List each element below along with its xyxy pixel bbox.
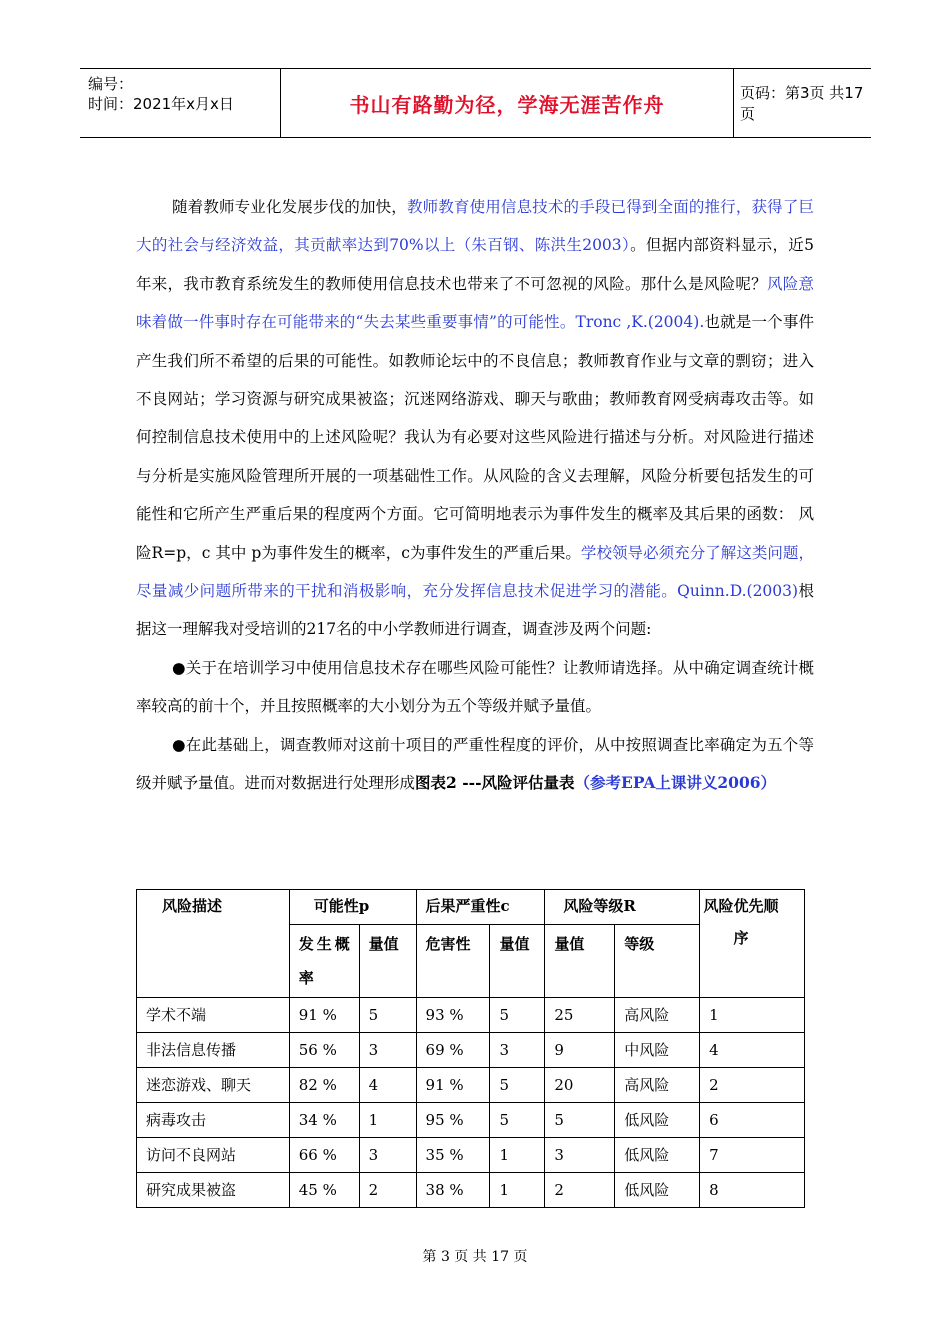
header-page-cell bbox=[734, 69, 871, 137]
cell-priority: 7 bbox=[700, 1138, 805, 1173]
cell-r-value: 2 bbox=[545, 1173, 615, 1208]
cell-frequency: 56 % bbox=[289, 1033, 359, 1068]
figure-reference: 图表2 ---风险评估量表 bbox=[415, 773, 575, 793]
paragraph-bullet-1: ●关于在培训学习中使用信息技术存在哪些风险可能性？让教师请选择。从中确定调查统计概率较高的前十个，并且按照概率的大小划分为五个等级并赋予量值。 bbox=[136, 658, 814, 716]
cell-p-value: 3 bbox=[359, 1138, 416, 1173]
cell-description: 非法信息传播 bbox=[137, 1033, 290, 1068]
cell-p-value: 5 bbox=[359, 998, 416, 1033]
table-row bbox=[137, 998, 805, 1033]
col-header-level: 等级 bbox=[615, 925, 700, 998]
cell-description: 病毒攻击 bbox=[137, 1103, 290, 1138]
text-run: 根据这一理解我对受培训的217名的中小学教师进行调查，调查涉及两个问题: bbox=[136, 582, 814, 639]
cell-priority: 2 bbox=[700, 1068, 805, 1103]
citation-run: 学校领导必须充分了解这类问题，尽量减少问题所带来的干扰和消极影响，充分发挥信息技术促进学习的潜能。Quinn.D.(2003) bbox=[136, 543, 814, 601]
cell-description: 学术不端 bbox=[137, 998, 290, 1033]
cell-p-value: 4 bbox=[359, 1068, 416, 1103]
doc-number-label: 编号： bbox=[88, 75, 134, 93]
col-header-priority: 风险优先顺序 bbox=[700, 890, 805, 998]
cell-harm: 95 % bbox=[416, 1103, 490, 1138]
cell-c-value: 5 bbox=[490, 1068, 545, 1103]
cell-level: 高风险 bbox=[615, 998, 700, 1033]
cell-description: 访问不良网站 bbox=[137, 1138, 290, 1173]
cell-c-value: 1 bbox=[490, 1138, 545, 1173]
col-header-r: 风险等级R bbox=[545, 890, 700, 925]
text-run: 。但据内部资料显示，近5年来，我市教育系统发生的教师使用信息技术也带来了不可忽视的风险。那什么是风险呢？ bbox=[136, 236, 814, 293]
cell-c-value: 1 bbox=[490, 1173, 545, 1208]
cell-level: 低风险 bbox=[615, 1173, 700, 1208]
cell-priority: 1 bbox=[700, 998, 805, 1033]
cell-r-value: 3 bbox=[545, 1138, 615, 1173]
cell-level: 高风险 bbox=[615, 1068, 700, 1103]
citation-run: 风险意味着做一件事时存在可能带来的“失去某些重要事情”的可能性。Tronc ,K.(2004). bbox=[136, 274, 814, 332]
table-row bbox=[137, 1173, 805, 1208]
cell-frequency: 34 % bbox=[289, 1103, 359, 1138]
cell-r-value: 5 bbox=[545, 1103, 615, 1138]
cell-harm: 91 % bbox=[416, 1068, 490, 1103]
cell-p-value: 1 bbox=[359, 1103, 416, 1138]
cell-harm: 69 % bbox=[416, 1033, 490, 1068]
text-run: 随着教师专业化发展步伐的加快， bbox=[172, 198, 407, 216]
col-header-c-value: 量值 bbox=[490, 925, 545, 998]
cell-r-value: 20 bbox=[545, 1068, 615, 1103]
cell-r-value: 25 bbox=[545, 998, 615, 1033]
risk-table-body bbox=[137, 998, 805, 1208]
col-header-desc: 风险描述 bbox=[137, 890, 290, 998]
cell-level: 低风险 bbox=[615, 1103, 700, 1138]
cell-priority: 4 bbox=[700, 1033, 805, 1068]
cell-p-value: 2 bbox=[359, 1173, 416, 1208]
cell-harm: 35 % bbox=[416, 1138, 490, 1173]
cell-frequency: 82 % bbox=[289, 1068, 359, 1103]
page-footer: 第 3 页 共 17 页 bbox=[422, 1249, 528, 1265]
col-header-frequency: 发生概率 bbox=[289, 925, 359, 998]
text-run: 也就是一个事件产生我们所不希望的后果的可能性。如教师论坛中的不良信息；教师教育作业与文章的剽窃；进入不良网站；学习资源与研究成果被盗；沉迷网络游戏、聊天与歌曲；教师教育网受病毒攻击等。如何控制信息技术使用中的上述风险呢？我认为有必要对这些风险进行描述与分析。对风险进行描述与分析是实施风险管理所开展的一项基础性工作。从风险的含义去理解，风险分析要包括发生的可能性和它所产生严重后果的程度两个方面。它可简明地表示为事件发生的概率及其后果的函数： 风险R=p，c 其中 p为事件发生的概率，c为事件发生的严重后果。 bbox=[136, 313, 814, 562]
cell-harm: 93 % bbox=[416, 998, 490, 1033]
cell-description: 研究成果被盗 bbox=[137, 1173, 290, 1208]
cell-r-value: 9 bbox=[545, 1033, 615, 1068]
citation-run: 教师教育使用信息技术的手段已得到全面的推行，获得了巨大的社会与经济效益，其贡献率达到70%以上（朱百钢、陈洪生2003） bbox=[136, 198, 814, 255]
text-run: ●在此基础上，调查教师对这前十项目的严重性程度的评价，从中按照调查比率确定为五个等级并赋予量值。进而对数据进行处理形成 bbox=[136, 735, 814, 793]
header-left-cell bbox=[80, 69, 281, 137]
risk-assessment-table bbox=[136, 889, 805, 1208]
cell-c-value: 3 bbox=[490, 1033, 545, 1068]
paragraph-intro bbox=[136, 188, 814, 649]
header-page-info: 页码：第3页 共17页 bbox=[740, 84, 864, 123]
cell-frequency: 66 % bbox=[289, 1138, 359, 1173]
citation-run: （参考EPA上课讲义2006） bbox=[574, 773, 777, 793]
table-row bbox=[137, 1138, 805, 1173]
cell-frequency: 91 % bbox=[289, 998, 359, 1033]
paragraph-bullet-2 bbox=[136, 726, 814, 803]
cell-priority: 6 bbox=[700, 1103, 805, 1138]
col-header-c: 后果严重性c bbox=[416, 890, 545, 925]
cell-p-value: 3 bbox=[359, 1033, 416, 1068]
cell-description: 迷恋游戏、聊天 bbox=[137, 1068, 290, 1103]
cell-level: 低风险 bbox=[615, 1138, 700, 1173]
table-row bbox=[137, 1033, 805, 1068]
cell-level: 中风险 bbox=[615, 1033, 700, 1068]
cell-harm: 38 % bbox=[416, 1173, 490, 1208]
doc-date: 时间：2021年x月x日 bbox=[88, 95, 234, 113]
header-motto: 书山有路勤为径，学海无涯苦作舟 bbox=[349, 92, 665, 117]
cell-c-value: 5 bbox=[490, 998, 545, 1033]
cell-frequency: 45 % bbox=[289, 1173, 359, 1208]
header-motto-cell bbox=[281, 69, 734, 137]
col-header-r-value: 量值 bbox=[545, 925, 615, 998]
cell-c-value: 5 bbox=[490, 1103, 545, 1138]
body-text bbox=[136, 188, 814, 803]
col-header-harm: 危害性 bbox=[416, 925, 490, 998]
col-header-p-value: 量值 bbox=[359, 925, 416, 998]
page-header bbox=[80, 68, 871, 138]
col-header-p: 可能性p bbox=[289, 890, 416, 925]
cell-priority: 8 bbox=[700, 1173, 805, 1208]
table-row bbox=[137, 1103, 805, 1138]
table-row bbox=[137, 1068, 805, 1103]
